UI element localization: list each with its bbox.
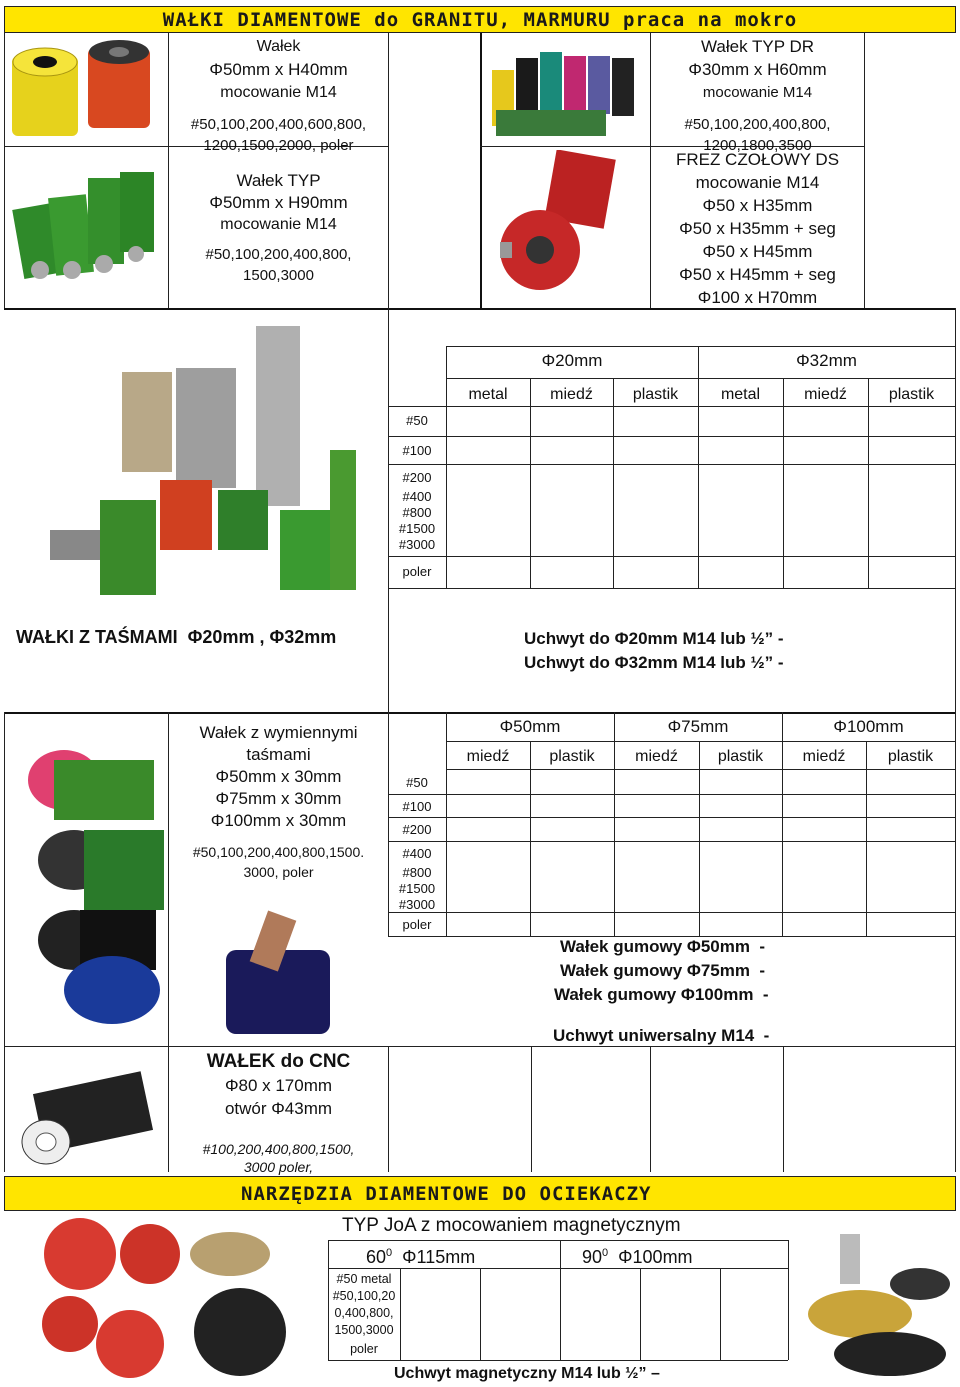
grid-line bbox=[531, 1046, 532, 1172]
product-cnc-roller bbox=[169, 1050, 388, 1120]
table1-column-header: metal bbox=[468, 386, 508, 403]
grid-line bbox=[446, 769, 955, 770]
product-grits-cont: 1200,1800,3500 bbox=[703, 137, 812, 154]
cnc-roller-image bbox=[18, 1062, 164, 1170]
table1-row-label: #100 bbox=[402, 443, 432, 458]
table2-group-header: Φ100mm bbox=[833, 717, 904, 736]
product-roller-dr bbox=[651, 35, 864, 156]
product-grits: #50,100,200,400,800, bbox=[684, 116, 831, 133]
grid-line bbox=[388, 588, 956, 589]
grid-line bbox=[388, 556, 956, 557]
product-name: FREZ CZOŁOWY DS bbox=[675, 150, 840, 169]
tape-rollers-title: WAŁKI Z TAŚMAMI Φ20mm , Φ32mm bbox=[16, 627, 337, 647]
degree-mark: 0 bbox=[602, 1247, 609, 1259]
grid-line bbox=[955, 308, 956, 713]
angle-value: 60 bbox=[366, 1247, 387, 1267]
product-name: Wałek z wymiennymi bbox=[199, 723, 358, 742]
face-mill-image bbox=[490, 150, 645, 300]
holder-20mm: Uchwyt do Φ20mm M14 lub ½” - bbox=[524, 629, 784, 648]
section-banner-sinks: NARZĘDZIA DIAMENTOWE DO OCIEKACZY bbox=[4, 1176, 956, 1211]
grid-line bbox=[650, 1046, 651, 1172]
grid-line bbox=[446, 741, 955, 742]
diameter-value: Φ100mm bbox=[618, 1247, 693, 1267]
holder-32mm: Uchwyt do Φ32mm M14 lub ½” - bbox=[524, 653, 784, 672]
product-name: Wałek TYP DR bbox=[700, 37, 815, 56]
table2-row-label: #1500 bbox=[398, 881, 436, 896]
product-grits: #50,100,200,400,800,1500. bbox=[192, 844, 365, 860]
grid-line bbox=[328, 1360, 788, 1361]
table1-row-label: #200 bbox=[402, 470, 432, 485]
grid-line bbox=[613, 378, 614, 588]
product-grits: #50,100,200,400,800, bbox=[205, 246, 352, 263]
grit-label: #50 metal bbox=[336, 1272, 392, 1286]
table1-group-header: Φ20mm bbox=[541, 351, 603, 370]
grid-line bbox=[4, 712, 5, 1172]
product-name-cont: taśmami bbox=[246, 745, 311, 764]
grid-line bbox=[388, 841, 955, 842]
grid-line bbox=[868, 378, 869, 588]
product-grits-cont: 3000 poler, bbox=[243, 1159, 314, 1175]
table2-column-header: miedź bbox=[635, 748, 678, 765]
cnc-grits bbox=[169, 1140, 388, 1176]
product-name: Wałek TYP bbox=[236, 171, 321, 190]
table2-row-label: #50 bbox=[406, 775, 428, 790]
product-face-mill bbox=[651, 148, 864, 309]
product-size: Φ100 x H70mm bbox=[697, 288, 818, 307]
product-size: Φ100mm x 30mm bbox=[210, 811, 347, 830]
table1-group-header: Φ32mm bbox=[796, 351, 857, 370]
grid-line bbox=[388, 817, 955, 818]
table1-column-header: miedź bbox=[804, 386, 847, 403]
magnetic-holder-image bbox=[800, 1214, 955, 1380]
product-size: Φ50 x H35mm + seg bbox=[679, 219, 836, 238]
table2-column-header: miedź bbox=[802, 748, 846, 765]
table1-row-label: #50 bbox=[406, 413, 428, 428]
joa-angle-90 bbox=[582, 1242, 693, 1269]
table2-group-header: Φ50mm bbox=[499, 717, 561, 736]
product-mount: mocowanie M14 bbox=[220, 84, 337, 101]
grid-line bbox=[480, 1268, 481, 1360]
diameter-value: Φ115mm bbox=[402, 1247, 476, 1267]
grid-line bbox=[388, 464, 956, 465]
table1-row-label: poler bbox=[402, 564, 432, 579]
grid-line bbox=[480, 33, 482, 309]
tape-roller-set-image bbox=[30, 320, 385, 595]
grid-line bbox=[530, 741, 531, 936]
grid-line bbox=[388, 912, 955, 913]
universal-holder: Uchwyt uniwersalny M14 - bbox=[553, 1026, 770, 1045]
product-hole: otwór Φ43mm bbox=[224, 1099, 333, 1118]
grit-label: #50,100,20 bbox=[332, 1289, 396, 1303]
grid-line bbox=[788, 1240, 789, 1360]
product-grits: #50,100,200,400,600,800, bbox=[190, 116, 367, 133]
table1-column-header: plastik bbox=[888, 386, 935, 403]
product-roller-p1 bbox=[169, 35, 388, 156]
table2-column-header: plastik bbox=[717, 748, 764, 765]
product-name: Wałek bbox=[256, 38, 301, 55]
grid-line bbox=[446, 378, 956, 379]
roller-product-image bbox=[8, 38, 164, 142]
product-size: Φ50 x H35mm bbox=[702, 196, 813, 215]
table2-column-header: miedź bbox=[466, 748, 510, 765]
product-size: Φ30mm x H60mm bbox=[688, 60, 827, 79]
dr-roller-image bbox=[486, 40, 646, 140]
table1-column-header: plastik bbox=[632, 386, 679, 403]
table2-column-header: plastik bbox=[549, 748, 595, 765]
grit-label: 1500,3000 bbox=[334, 1323, 394, 1337]
product-grits-cont: 1200,1500,2000, poler bbox=[203, 137, 354, 154]
product-grits-cont: 1500,3000 bbox=[243, 267, 314, 284]
product-mount: mocowanie M14 bbox=[702, 84, 813, 101]
grid-line bbox=[783, 1046, 784, 1172]
product-mount: mocowanie M14 bbox=[695, 173, 820, 192]
table2-row-label: #800 bbox=[402, 865, 432, 880]
table2-row-label: #400 bbox=[402, 846, 432, 861]
green-roller-image bbox=[12, 166, 162, 281]
grid-line bbox=[864, 33, 865, 309]
table1-column-header: metal bbox=[720, 386, 761, 403]
product-mount: mocowanie M14 bbox=[220, 216, 337, 233]
grid-line bbox=[388, 406, 956, 407]
product-size: Φ50 x H45mm bbox=[702, 242, 813, 261]
degree-mark: 0 bbox=[386, 1247, 393, 1259]
table1-row-label: #400 #800 #1500 #3000 bbox=[398, 489, 436, 552]
table2-column-header: plastik bbox=[887, 748, 934, 765]
grid-line bbox=[783, 378, 784, 588]
angle-value: 90 bbox=[582, 1247, 603, 1267]
table2-row-label: poler bbox=[402, 917, 432, 932]
product-grits-cont: 3000, poler bbox=[243, 864, 314, 880]
sink-tools-image bbox=[30, 1214, 330, 1380]
magnetic-holder: Uchwyt magnetyczny M14 lub ½” – bbox=[394, 1365, 660, 1382]
grid-line bbox=[388, 33, 389, 309]
grid-line bbox=[388, 436, 956, 437]
joa-title: TYP JoA z mocowaniem magnetycznym bbox=[342, 1215, 681, 1236]
grid-line bbox=[4, 712, 956, 714]
product-name: WAŁEK do CNC bbox=[206, 1051, 351, 1072]
grid-line bbox=[400, 1268, 401, 1360]
grid-line bbox=[4, 1046, 956, 1047]
table2-group-header: Φ75mm bbox=[667, 717, 729, 736]
rubber-roller-50: Wałek gumowy Φ50mm - bbox=[560, 937, 766, 956]
product-size: Φ50mm x H40mm bbox=[209, 60, 348, 79]
product-size: Φ50mm x H90mm bbox=[209, 193, 348, 212]
joa-angle-60 bbox=[366, 1242, 475, 1269]
replaceable-tape-roller-image bbox=[14, 740, 168, 1030]
section-banner-top: WAŁKI DIAMENTOWE do GRANITU, MARMURU praca na mokro bbox=[4, 6, 956, 33]
grid-line bbox=[530, 378, 531, 588]
grid-line bbox=[699, 741, 700, 936]
table2-row-label: #100 bbox=[402, 799, 432, 814]
rubber-roller-image bbox=[218, 910, 338, 1038]
rubber-roller-100: Wałek gumowy Φ100mm - bbox=[554, 985, 769, 1004]
product-size: Φ50 x H45mm + seg bbox=[679, 265, 836, 284]
table1-column-header: miedź bbox=[550, 386, 593, 403]
grit-label: poler bbox=[350, 1342, 378, 1356]
grid-line bbox=[720, 1268, 721, 1360]
table2-row-label: #3000 bbox=[398, 897, 436, 912]
grid-line bbox=[388, 1046, 389, 1172]
product-roller-p2 bbox=[169, 170, 388, 286]
grit-label: 0,400,800, bbox=[334, 1306, 394, 1320]
grid-line bbox=[866, 741, 867, 936]
joa-grits bbox=[328, 1271, 400, 1358]
grid-line bbox=[4, 33, 5, 309]
grid-line bbox=[955, 712, 956, 1172]
grid-line bbox=[446, 346, 956, 347]
product-size: Φ80 x 170mm bbox=[224, 1076, 333, 1095]
grid-line bbox=[328, 1240, 788, 1241]
grid-line bbox=[560, 1240, 561, 1360]
product-grits: #100,200,400,800,1500, bbox=[202, 1141, 355, 1157]
grid-line bbox=[640, 1268, 641, 1360]
product-size: Φ50mm x 30mm bbox=[215, 767, 342, 786]
product-size: Φ75mm x 30mm bbox=[215, 789, 342, 808]
grid-line bbox=[388, 794, 955, 795]
product-tape-roller bbox=[169, 722, 388, 882]
table2-row-label: #200 bbox=[402, 822, 432, 837]
rubber-roller-75: Wałek gumowy Φ75mm - bbox=[560, 961, 766, 980]
